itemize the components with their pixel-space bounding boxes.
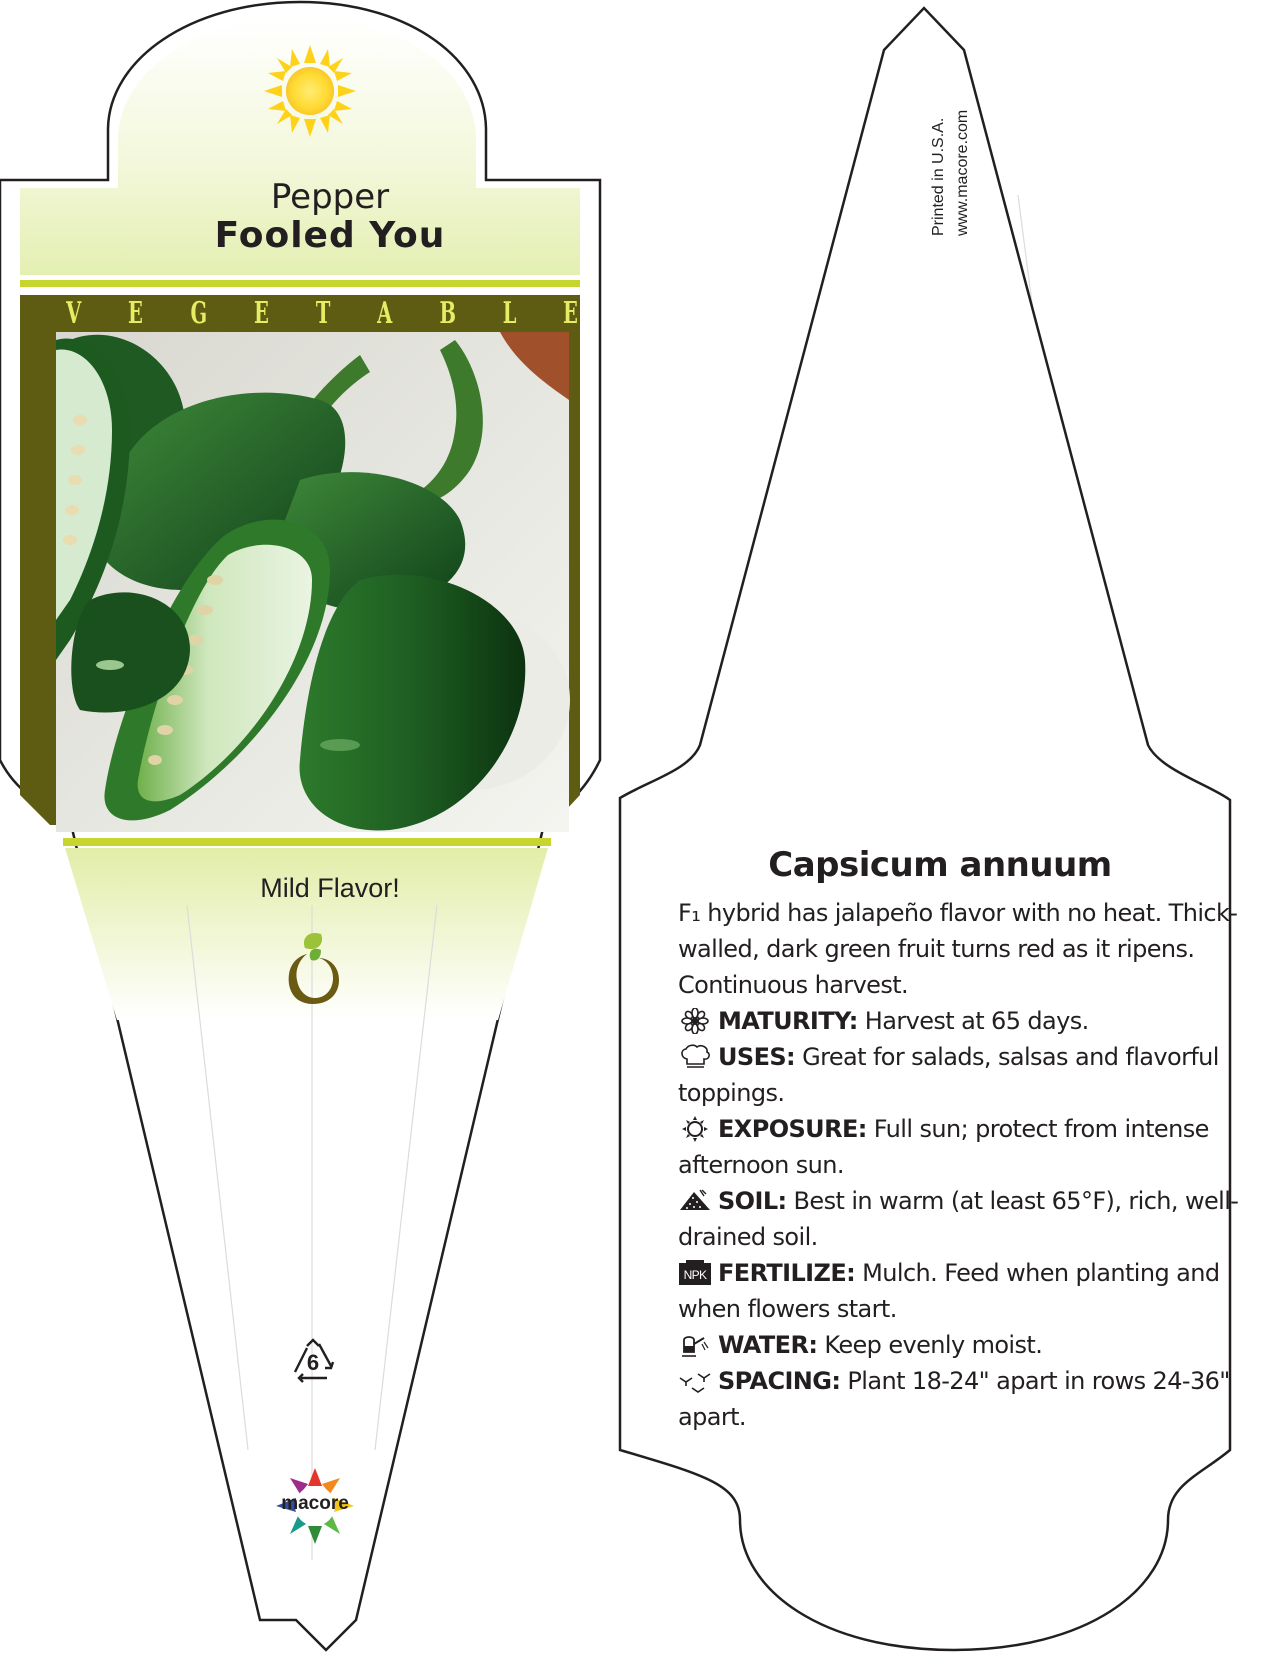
npk-text: NPK	[683, 1268, 707, 1282]
common-name: Pepper	[270, 177, 390, 217]
category-letter: E	[128, 295, 143, 331]
spacing-icon	[678, 1368, 712, 1394]
spacing-label: SPACING:	[718, 1367, 841, 1395]
soil-label: SOIL:	[718, 1187, 787, 1215]
tagline: Mild Flavor!	[260, 873, 400, 903]
exposure-row	[678, 1111, 1270, 1183]
exposure-text: Full sun; protect from intense afternoon sun.	[678, 1115, 1209, 1179]
flower-icon	[678, 1008, 712, 1034]
uses-text: Great for salads, salsas and flavorful toppings.	[678, 1043, 1219, 1107]
category-letter: E	[254, 295, 270, 331]
website	[954, 109, 974, 436]
recycle-number: 6	[306, 1350, 320, 1375]
printed-in-text: Printed in U.S.A.	[930, 117, 947, 236]
category-letter: L	[502, 295, 517, 331]
category-banner	[20, 296, 606, 330]
variety-name: Fooled You	[214, 215, 446, 256]
website-text: www.macore.com	[954, 109, 971, 236]
spacing-row	[678, 1363, 1270, 1435]
macore-logo	[270, 1466, 360, 1546]
sun-icon	[678, 1116, 712, 1142]
spacing-text: Plant 18-24" apart in rows 24-36" apart.	[678, 1367, 1230, 1431]
category-letter: T	[315, 295, 331, 331]
category-letter: E	[563, 295, 578, 331]
soil-text: Best in warm (at least 65°F), rich, well-drained soil.	[678, 1187, 1239, 1251]
description: F₁ hybrid has jalapeño flavor with no heat. Thick-walled, dark green fruit turns red as it ripens. Continuous harvest.	[678, 899, 1238, 999]
category-letter: A	[377, 295, 393, 331]
scientific-name: Capsicum annuum	[768, 845, 1112, 885]
uses-row	[678, 1039, 1270, 1111]
maturity-text: Harvest at 65 days.	[864, 1007, 1089, 1035]
water-text: Keep evenly moist.	[824, 1331, 1043, 1359]
pepper-photo	[56, 332, 570, 832]
npk-icon	[678, 1260, 712, 1286]
soil-row	[678, 1183, 1270, 1255]
category-letter: G	[190, 295, 207, 331]
fertilize-text: Mulch. Feed when planting and when flowers start.	[678, 1259, 1220, 1323]
maturity-row	[678, 1003, 1270, 1039]
water-label: WATER:	[718, 1331, 818, 1359]
water-row	[678, 1327, 1270, 1363]
watering-can-icon	[678, 1332, 712, 1358]
seedling-icon	[285, 930, 341, 1006]
category-letter: V	[66, 295, 82, 331]
maturity-label: MATURITY:	[718, 1007, 858, 1035]
fertilize-label: FERTILIZE:	[718, 1259, 856, 1287]
exposure-label: EXPOSURE:	[718, 1115, 867, 1143]
full-sun-icon	[264, 45, 356, 137]
uses-label: USES:	[718, 1043, 796, 1071]
brand-name: macore	[281, 1493, 349, 1514]
category-letter: B	[439, 295, 456, 331]
printed-in	[930, 117, 950, 436]
chef-hat-icon	[678, 1044, 712, 1070]
soil-icon	[678, 1188, 712, 1214]
plant-details	[678, 895, 1270, 1435]
fertilize-row	[678, 1255, 1270, 1327]
